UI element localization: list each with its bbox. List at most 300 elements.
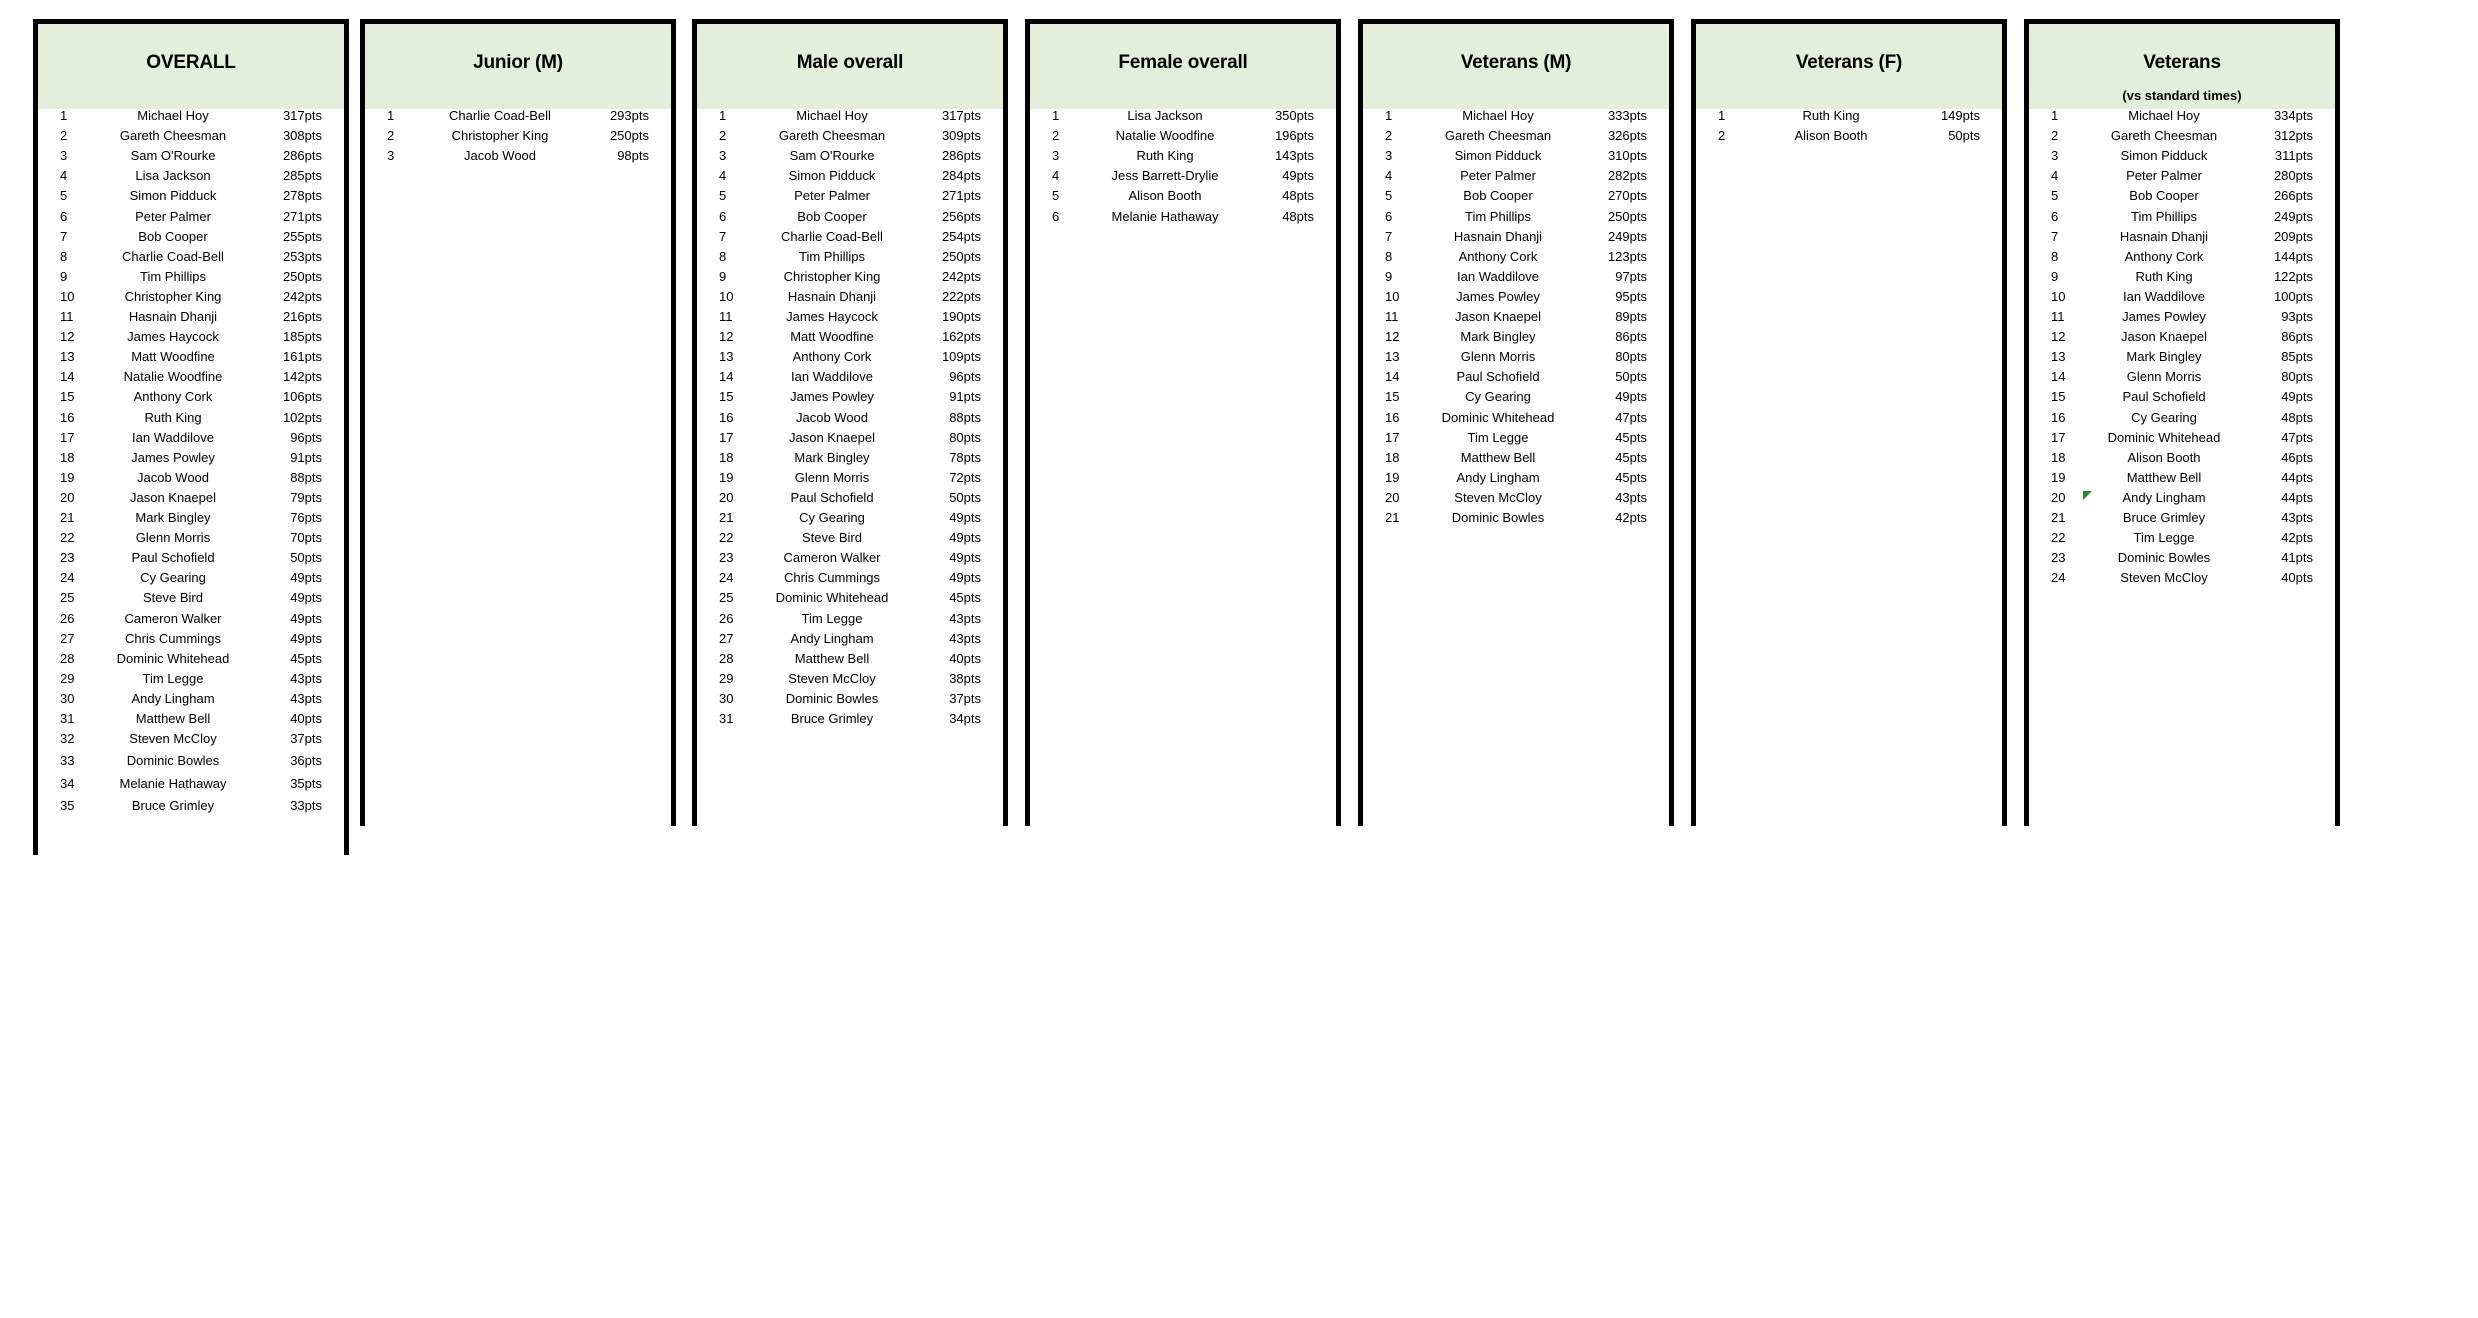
points-cell: 98pts	[617, 148, 649, 164]
ranking-row	[1363, 387, 1669, 407]
name-cell: Gareth Cheesman	[2110, 128, 2218, 144]
name-cell: Simon Pidduck	[2120, 148, 2208, 164]
points-cell: 312pts	[2273, 128, 2313, 144]
name-cell: Dominic Bowles	[785, 690, 879, 706]
points-cell: 100pts	[2273, 288, 2313, 304]
name-cell: Charlie Coad-Bell	[449, 108, 551, 123]
points-cell: 144pts	[2273, 248, 2313, 264]
rank-cell: 25	[60, 590, 75, 606]
ranking-row	[697, 709, 1003, 729]
ranking-row	[1363, 367, 1669, 387]
points-cell: 88pts	[949, 409, 981, 425]
name-cell: Bruce Grimley	[790, 711, 874, 726]
panel-title: Female overall	[1118, 52, 1248, 73]
name-cell: Natalie Woodfine	[1115, 128, 1215, 144]
name-cell: Bruce Grimley	[131, 798, 215, 813]
panel-subtitle: (vs standard times)	[2122, 88, 2242, 103]
name-cell: Jacob Wood	[795, 409, 869, 425]
points-cell: 50pts	[1615, 369, 1647, 385]
name-cell: Cameron Walker	[783, 550, 881, 566]
name-cell: Sam O'Rourke	[130, 148, 216, 164]
rank-cell: 21	[719, 510, 734, 525]
ranking-row	[697, 207, 1003, 227]
ranking-row	[2029, 508, 2335, 528]
panel-title: Veterans	[2143, 52, 2221, 73]
name-cell: Matthew Bell	[794, 650, 870, 666]
points-cell: 222pts	[941, 288, 981, 304]
ranking-row	[1363, 307, 1669, 327]
name-cell: Mark Bingley	[135, 510, 211, 525]
rank-cell: 9	[1385, 268, 1393, 284]
points-cell: 250pts	[1607, 208, 1647, 224]
points-cell: 96pts	[290, 429, 322, 445]
points-cell: 242pts	[282, 288, 322, 304]
name-cell: Hasnain Dhanji	[787, 288, 877, 304]
name-cell: Peter Palmer	[794, 188, 870, 204]
rank-cell: 35	[60, 798, 75, 813]
ranking-row	[38, 287, 344, 307]
name-cell: Peter Palmer	[2126, 168, 2202, 184]
rank-cell: 6	[2051, 208, 2059, 224]
rank-cell: 18	[60, 449, 75, 465]
points-cell: 97pts	[1615, 268, 1647, 284]
points-cell: 334pts	[2273, 108, 2313, 123]
points-cell: 161pts	[282, 349, 322, 365]
points-cell: 266pts	[2273, 188, 2313, 204]
name-cell: Gareth Cheesman	[119, 128, 227, 144]
rank-cell: 15	[1385, 389, 1400, 405]
rank-cell: 1	[1385, 108, 1393, 123]
points-cell: 309pts	[941, 128, 981, 144]
ranking-row	[38, 307, 344, 327]
ranking-row	[697, 106, 1003, 126]
points-cell: 48pts	[1282, 208, 1314, 224]
name-cell: Cy Gearing	[2131, 409, 2197, 425]
rank-cell: 6	[1385, 208, 1393, 224]
rank-cell: 5	[1385, 188, 1393, 204]
rank-cell: 27	[719, 630, 734, 646]
ranking-row	[38, 548, 344, 568]
rank-cell: 11	[60, 309, 74, 324]
name-cell: Ian Waddilove	[791, 369, 873, 385]
points-cell: 49pts	[290, 590, 322, 606]
ranking-row	[1363, 488, 1669, 508]
name-cell: Christopher King	[451, 128, 549, 144]
rank-cell: 29	[60, 670, 75, 686]
ranking-row	[2029, 468, 2335, 488]
points-cell: 242pts	[941, 268, 981, 284]
name-cell: Peter Palmer	[135, 208, 211, 224]
name-cell: Chris Cummings	[124, 630, 222, 646]
points-cell: 249pts	[2273, 208, 2313, 224]
ranking-row	[1363, 508, 1669, 528]
points-cell: 50pts	[1948, 128, 1980, 144]
rank-cell: 19	[60, 469, 75, 485]
ranking-row	[2029, 106, 2335, 126]
name-cell: Michael Hoy	[137, 108, 209, 123]
points-cell: 286pts	[941, 148, 981, 164]
rank-cell: 20	[2051, 489, 2066, 505]
name-cell: Tim Phillips	[2131, 208, 2197, 224]
name-cell: Alison Booth	[1794, 128, 1868, 144]
points-cell: 40pts	[949, 650, 981, 666]
name-cell: Hasnain Dhanji	[128, 309, 218, 324]
points-cell: 49pts	[290, 630, 322, 646]
name-cell: Steven McCloy	[788, 670, 876, 686]
name-cell: Steve Bird	[802, 530, 862, 546]
rank-cell: 23	[719, 550, 734, 566]
rank-cell: 30	[60, 690, 75, 706]
ranking-row	[1363, 186, 1669, 206]
rank-cell: 22	[60, 530, 75, 546]
rank-cell: 5	[2051, 188, 2059, 204]
rank-cell: 5	[1052, 188, 1060, 204]
rank-cell: 8	[60, 248, 68, 264]
points-cell: 42pts	[1615, 510, 1647, 525]
name-cell: James Powley	[131, 449, 215, 465]
points-cell: 80pts	[2281, 369, 2313, 385]
rank-cell: 12	[60, 329, 75, 345]
points-cell: 271pts	[941, 188, 981, 204]
rank-cell: 3	[1385, 148, 1393, 164]
rank-cell: 3	[387, 148, 395, 164]
points-cell: 93pts	[2281, 309, 2313, 324]
panel-male-overall	[692, 19, 1008, 826]
name-cell: Simon Pidduck	[129, 188, 217, 204]
ranking-row	[38, 709, 344, 729]
rank-cell: 33	[60, 753, 75, 769]
points-cell: 250pts	[282, 268, 322, 284]
points-cell: 122pts	[2273, 268, 2313, 284]
name-cell: Glenn Morris	[135, 530, 211, 546]
ranking-row	[365, 106, 671, 126]
ranking-row	[2029, 126, 2335, 146]
name-cell: Ruth King	[1136, 148, 1194, 164]
rank-cell: 25	[719, 590, 734, 606]
rank-cell: 9	[719, 268, 727, 284]
rank-cell: 21	[1385, 510, 1400, 525]
name-cell: Jason Knaepel	[788, 429, 875, 445]
rank-cell: 23	[60, 550, 75, 566]
panel-female-overall	[1025, 19, 1341, 826]
ranking-row	[697, 227, 1003, 247]
points-cell: 37pts	[290, 731, 322, 747]
name-cell: Tim Legge	[1467, 429, 1529, 445]
ranking-row	[697, 126, 1003, 146]
rank-cell: 15	[2051, 389, 2066, 405]
points-cell: 43pts	[1615, 489, 1647, 505]
ranking-row	[1363, 267, 1669, 287]
rank-cell: 3	[1052, 148, 1060, 164]
ranking-row	[38, 247, 344, 267]
ranking-row	[697, 428, 1003, 448]
rank-cell: 32	[60, 731, 75, 747]
points-cell: 250pts	[941, 248, 981, 264]
rank-cell: 19	[2051, 469, 2066, 485]
points-cell: 72pts	[949, 469, 981, 485]
ranking-row	[697, 649, 1003, 669]
rank-cell: 20	[60, 489, 75, 505]
name-cell: Natalie Woodfine	[123, 369, 223, 385]
name-cell: Mark Bingley	[2126, 349, 2202, 365]
ranking-row	[38, 146, 344, 166]
panel-title: OVERALL	[146, 52, 236, 73]
name-cell: Paul Schofield	[2122, 389, 2206, 405]
ranking-row	[697, 287, 1003, 307]
ranking-row	[697, 367, 1003, 387]
ranking-row	[1030, 146, 1336, 166]
points-cell: 308pts	[282, 128, 322, 144]
name-cell: Glenn Morris	[794, 469, 870, 485]
ranking-row	[697, 247, 1003, 267]
ranking-row	[1363, 227, 1669, 247]
rank-cell: 4	[60, 168, 68, 184]
name-cell: Dominic Whitehead	[1441, 409, 1555, 425]
points-cell: 41pts	[2281, 550, 2313, 566]
rank-cell: 2	[60, 128, 68, 144]
points-cell: 96pts	[949, 369, 981, 385]
points-cell: 43pts	[949, 610, 981, 626]
ranking-row	[38, 588, 344, 608]
rank-cell: 10	[719, 288, 734, 304]
ranking-row	[2029, 227, 2335, 247]
panel-title: Veterans (F)	[1795, 52, 1903, 73]
rank-cell: 3	[719, 148, 727, 164]
name-cell: Jacob Wood	[136, 469, 210, 485]
rank-cell: 22	[2051, 530, 2066, 546]
rank-cell: 13	[60, 349, 75, 365]
points-cell: 36pts	[290, 753, 322, 769]
ranking-row	[38, 367, 344, 387]
ranking-row	[38, 568, 344, 588]
ranking-row	[38, 126, 344, 146]
name-cell: James Powley	[2122, 309, 2206, 324]
name-cell: Andy Lingham	[1456, 469, 1540, 485]
ranking-row	[697, 548, 1003, 568]
points-cell: 95pts	[1615, 288, 1647, 304]
rank-cell: 14	[719, 369, 734, 385]
ranking-row	[697, 327, 1003, 347]
points-cell: 317pts	[282, 108, 322, 123]
ranking-row	[38, 408, 344, 428]
name-cell: James Haycock	[127, 329, 219, 345]
ranking-row	[38, 689, 344, 709]
rank-cell: 26	[60, 610, 75, 626]
rank-cell: 11	[719, 309, 733, 324]
ranking-row	[38, 488, 344, 508]
name-cell: Bob Cooper	[138, 228, 208, 244]
rank-cell: 18	[2051, 449, 2066, 465]
rank-cell: 28	[719, 650, 734, 666]
rank-cell: 28	[60, 650, 75, 666]
name-cell: Tim Legge	[2133, 530, 2195, 546]
points-cell: 284pts	[941, 168, 981, 184]
name-cell: Steven McCloy	[1454, 489, 1542, 505]
panel-overall	[33, 19, 349, 855]
rank-cell: 34	[60, 775, 75, 791]
ranking-row	[1363, 207, 1669, 227]
points-cell: 278pts	[282, 188, 322, 204]
ranking-row	[697, 267, 1003, 287]
name-cell: Anthony Cork	[133, 389, 213, 405]
name-cell: Bob Cooper	[1463, 188, 1533, 204]
name-cell: Tim Phillips	[1465, 208, 1531, 224]
ranking-row	[38, 609, 344, 629]
ranking-row	[697, 629, 1003, 649]
points-cell: 250pts	[609, 128, 649, 144]
points-cell: 253pts	[282, 248, 322, 264]
rank-cell: 16	[2051, 409, 2066, 425]
name-cell: Anthony Cork	[1458, 248, 1538, 264]
points-cell: 142pts	[282, 369, 322, 385]
comment-indicator-icon[interactable]	[2083, 491, 2092, 500]
ranking-row	[1030, 106, 1336, 126]
points-cell: 43pts	[2281, 510, 2313, 525]
ranking-row	[38, 347, 344, 367]
points-cell: 293pts	[609, 108, 649, 123]
rank-cell: 31	[719, 711, 734, 726]
ranking-row	[38, 729, 344, 749]
points-cell: 50pts	[949, 489, 981, 505]
name-cell: Matthew Bell	[2126, 469, 2202, 485]
points-cell: 109pts	[941, 349, 981, 365]
name-cell: Paul Schofield	[1456, 369, 1540, 385]
rank-cell: 21	[2051, 510, 2066, 525]
ranking-row	[2029, 166, 2335, 186]
name-cell: Anthony Cork	[2124, 248, 2204, 264]
name-cell: Hasnain Dhanji	[2119, 228, 2209, 244]
rank-cell: 14	[60, 369, 75, 385]
points-cell: 79pts	[290, 489, 322, 505]
ranking-row	[1363, 126, 1669, 146]
ranking-row	[1363, 247, 1669, 267]
ranking-row	[38, 774, 344, 794]
points-cell: 44pts	[2281, 469, 2313, 485]
name-cell: Dominic Whitehead	[775, 590, 889, 606]
name-cell: Tim Legge	[142, 670, 204, 686]
ranking-row	[1363, 408, 1669, 428]
rank-cell: 10	[1385, 288, 1400, 304]
ranking-row	[1363, 287, 1669, 307]
points-cell: 80pts	[949, 429, 981, 445]
ranking-row	[697, 448, 1003, 468]
name-cell: Dominic Whitehead	[116, 650, 230, 666]
name-cell: Matthew Bell	[135, 711, 211, 726]
name-cell: Gareth Cheesman	[1444, 128, 1552, 144]
ranking-row	[38, 428, 344, 448]
name-cell: Glenn Morris	[2126, 369, 2202, 385]
rank-cell: 12	[2051, 329, 2066, 345]
name-cell: Ian Waddilove	[132, 429, 214, 445]
name-cell: Jason Knaepel	[1454, 309, 1541, 324]
name-cell: Bruce Grimley	[2122, 510, 2206, 525]
name-cell: Ruth King	[144, 409, 202, 425]
panel-veterans-f	[1691, 19, 2007, 826]
rank-cell: 17	[2051, 429, 2066, 445]
rank-cell: 19	[1385, 469, 1400, 485]
name-cell: Andy Lingham	[131, 690, 215, 706]
name-cell: Tim Legge	[801, 610, 863, 626]
rank-cell: 30	[719, 690, 734, 706]
name-cell: Michael Hoy	[1462, 108, 1534, 123]
ranking-row	[697, 508, 1003, 528]
points-cell: 143pts	[1274, 148, 1314, 164]
rank-cell: 17	[60, 429, 75, 445]
name-cell: Ruth King	[2135, 268, 2193, 284]
rank-cell: 14	[2051, 369, 2066, 385]
points-cell: 46pts	[2281, 449, 2313, 465]
name-cell: Jason Knaepel	[2120, 329, 2207, 345]
ranking-row	[1363, 347, 1669, 367]
rank-cell: 5	[60, 188, 68, 204]
ranking-row	[38, 207, 344, 227]
rank-cell: 31	[60, 711, 75, 726]
name-cell: Dominic Whitehead	[2107, 429, 2221, 445]
rank-cell: 8	[2051, 248, 2059, 264]
ranking-row	[2029, 307, 2335, 327]
name-cell: Tim Phillips	[799, 248, 865, 264]
rank-cell: 7	[1385, 228, 1393, 244]
points-cell: 85pts	[2281, 349, 2313, 365]
points-cell: 78pts	[949, 449, 981, 465]
points-cell: 48pts	[1282, 188, 1314, 204]
ranking-row	[2029, 207, 2335, 227]
ranking-row	[697, 186, 1003, 206]
points-cell: 102pts	[282, 409, 322, 425]
points-cell: 333pts	[1607, 108, 1647, 123]
name-cell: Steven McCloy	[129, 731, 217, 747]
points-cell: 44pts	[2281, 489, 2313, 505]
rank-cell: 1	[387, 108, 395, 123]
points-cell: 49pts	[949, 530, 981, 546]
ranking-row	[697, 468, 1003, 488]
rank-cell: 8	[719, 248, 727, 264]
panel-header	[1363, 24, 1669, 109]
points-cell: 76pts	[290, 510, 322, 525]
points-cell: 70pts	[290, 530, 322, 546]
ranking-row	[365, 126, 671, 146]
rank-cell: 11	[1385, 309, 1399, 324]
name-cell: Glenn Morris	[1460, 349, 1536, 365]
points-cell: 89pts	[1615, 309, 1647, 324]
points-cell: 285pts	[282, 168, 322, 184]
rank-cell: 22	[719, 530, 734, 546]
rank-cell: 4	[2051, 168, 2059, 184]
points-cell: 271pts	[282, 208, 322, 224]
name-cell: Simon Pidduck	[788, 168, 876, 184]
name-cell: James Powley	[790, 389, 874, 405]
points-cell: 37pts	[949, 690, 981, 706]
rank-cell: 29	[719, 670, 734, 686]
panel-veterans-standard	[2024, 19, 2340, 826]
name-cell: Dominic Bowles	[1451, 510, 1545, 525]
points-cell: 91pts	[949, 389, 981, 405]
points-cell: 38pts	[949, 670, 981, 686]
ranking-row	[1696, 126, 2002, 146]
points-cell: 254pts	[941, 228, 981, 244]
ranking-row	[1030, 186, 1336, 206]
name-cell: Jason Knaepel	[129, 489, 216, 505]
ranking-row	[1030, 207, 1336, 227]
name-cell: Bob Cooper	[2129, 188, 2199, 204]
rank-cell: 18	[719, 449, 734, 465]
ranking-row	[38, 508, 344, 528]
name-cell: Christopher King	[124, 288, 222, 304]
name-cell: Gareth Cheesman	[778, 128, 886, 144]
rank-cell: 23	[2051, 550, 2066, 566]
points-cell: 196pts	[1274, 128, 1314, 144]
rank-cell: 24	[719, 570, 734, 586]
